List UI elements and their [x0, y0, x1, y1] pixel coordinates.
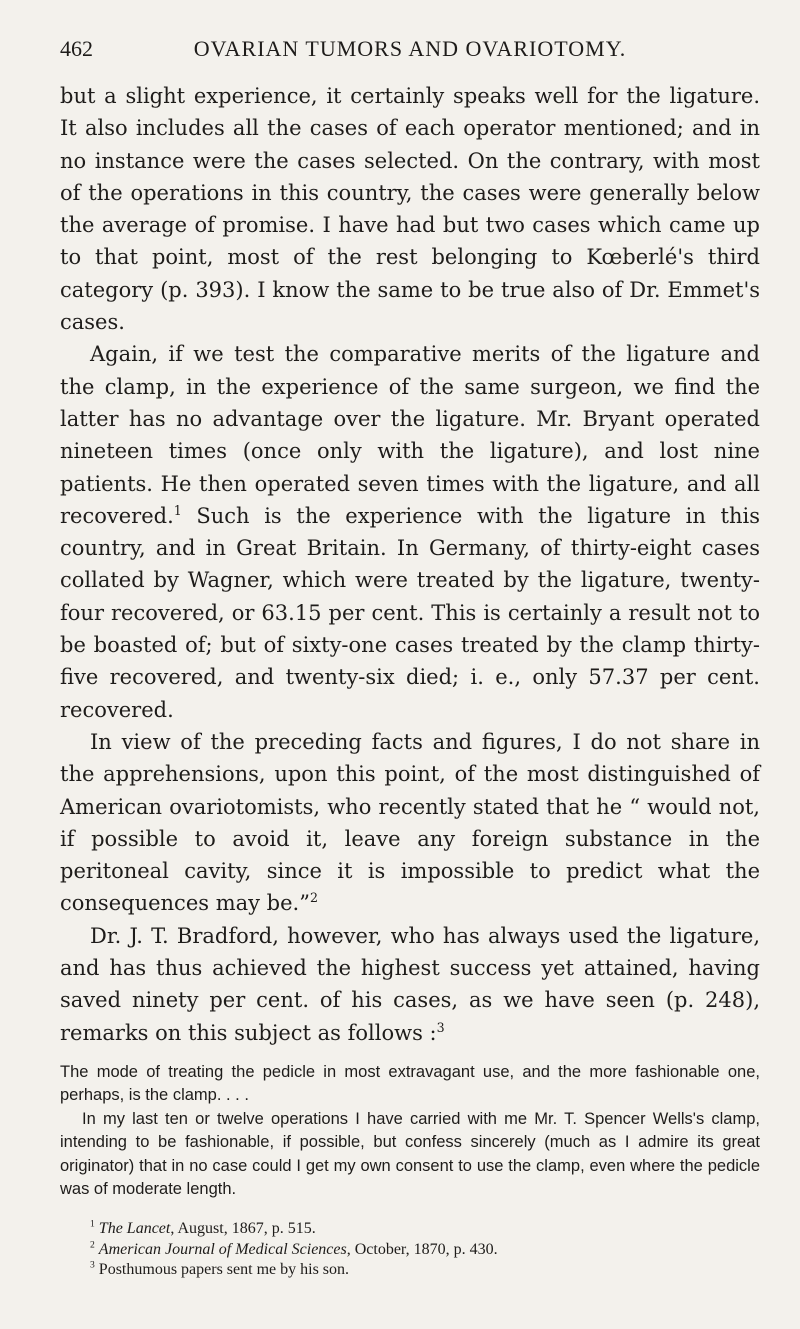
footnote-2 [90, 1240, 760, 1261]
running-head [60, 36, 760, 66]
footnote-ref-1: 1 [173, 502, 182, 518]
footnote-mark: 3 [90, 1260, 95, 1272]
footnote-source: The Lancet [98, 1220, 171, 1238]
running-title: OVARIAN TUMORS AND OVARIOTOMY. [193, 36, 627, 61]
paragraph-3-text: In view of the preceding facts and figures, I do not share in the apprehensions, upon this point, of the most distinguished of American ovariotomists, who recently stated that he “ would not, if possible to avoid it, leave any foreign substance in the peritoneal cavity, since it is impossible to predict what the consequences may be.” [60, 729, 760, 916]
paragraph-4-text: Dr. J. T. Bradford, however, who has always used the ligature, and has thus achieved the highest success yet attained, having saved ninety per cent. of his cases, as we have seen (p. 248), remarks on this subject as follows : [60, 923, 760, 1045]
footnote-mark: 2 [90, 1239, 95, 1251]
paragraph-1: but a slight experience, it certainly speaks well for the ligature. It also includes all the cases of each operator mentioned; and in no instance were the cases selected. On the contrary, with most of the operations in this country, the cases were generally below the average of promise. I have had but two cases which came up to that point, most of the rest belonging to Kœberlé's third category (p. 393). I know the same to be true also of Dr. Emmet's cases. [60, 84, 760, 335]
paragraph-2 [60, 338, 760, 726]
block-quote [60, 1061, 760, 1201]
paragraph-2-part-a: Again, if we test the comparative merits of the ligature and the clamp, in the experience of the same surgeon, we find the latter has no advantage over the ligature. Mr. Bryant operated nineteen times (once only with the ligature), and lost nine patients. He then operated seven times with the ligature, and all recovered. [60, 342, 760, 528]
page-number: 462 [60, 36, 93, 61]
paragraph-4 [60, 920, 760, 1049]
footnote-detail: , August, 1867, p. 515. [170, 1220, 316, 1238]
footnote-source: American Journal of Medical Sciences [98, 1240, 347, 1258]
footnote-ref-2: 2 [309, 890, 318, 906]
quote-paragraph-1: The mode of treating the pedicle in most extravagant use, and the more fashionable one, perhaps, is the clamp. . . . [60, 1062, 760, 1105]
quote-paragraph-2: In my last ten or twelve operations I have carried with me Mr. T. Spencer Wells's clamp, intending to be fashionable, if possible, but confess sincerely (much as I admire its great originator) that in no case could I get my own consent to use the clamp, even where the pedicle was of moderate length. [60, 1109, 760, 1198]
main-text [60, 80, 760, 1049]
paragraph-2-part-b: Such is the experience with the ligature in this country, and in Great Britain. In Germany, of thirty-eight cases collated by Wagner, which were treated by the ligature, twenty-four recovered, or 63.15 per cent. This is certainly a result not to be boasted of; but of sixty-one cases treated by the clamp thirty-five recovered, and twenty-six died; i. e., only 57.37 per cent. recovered. [60, 503, 760, 722]
footnote-ref-3: 3 [436, 1019, 445, 1035]
footnote-3 [90, 1260, 760, 1281]
footnote-detail: Posthumous papers sent me by his son. [98, 1261, 350, 1279]
footnote-detail: , October, 1870, p. 430. [346, 1240, 498, 1258]
footnotes [60, 1219, 760, 1281]
paragraph-3 [60, 726, 760, 920]
footnote-1 [90, 1219, 760, 1240]
footnote-mark: 1 [90, 1219, 95, 1231]
